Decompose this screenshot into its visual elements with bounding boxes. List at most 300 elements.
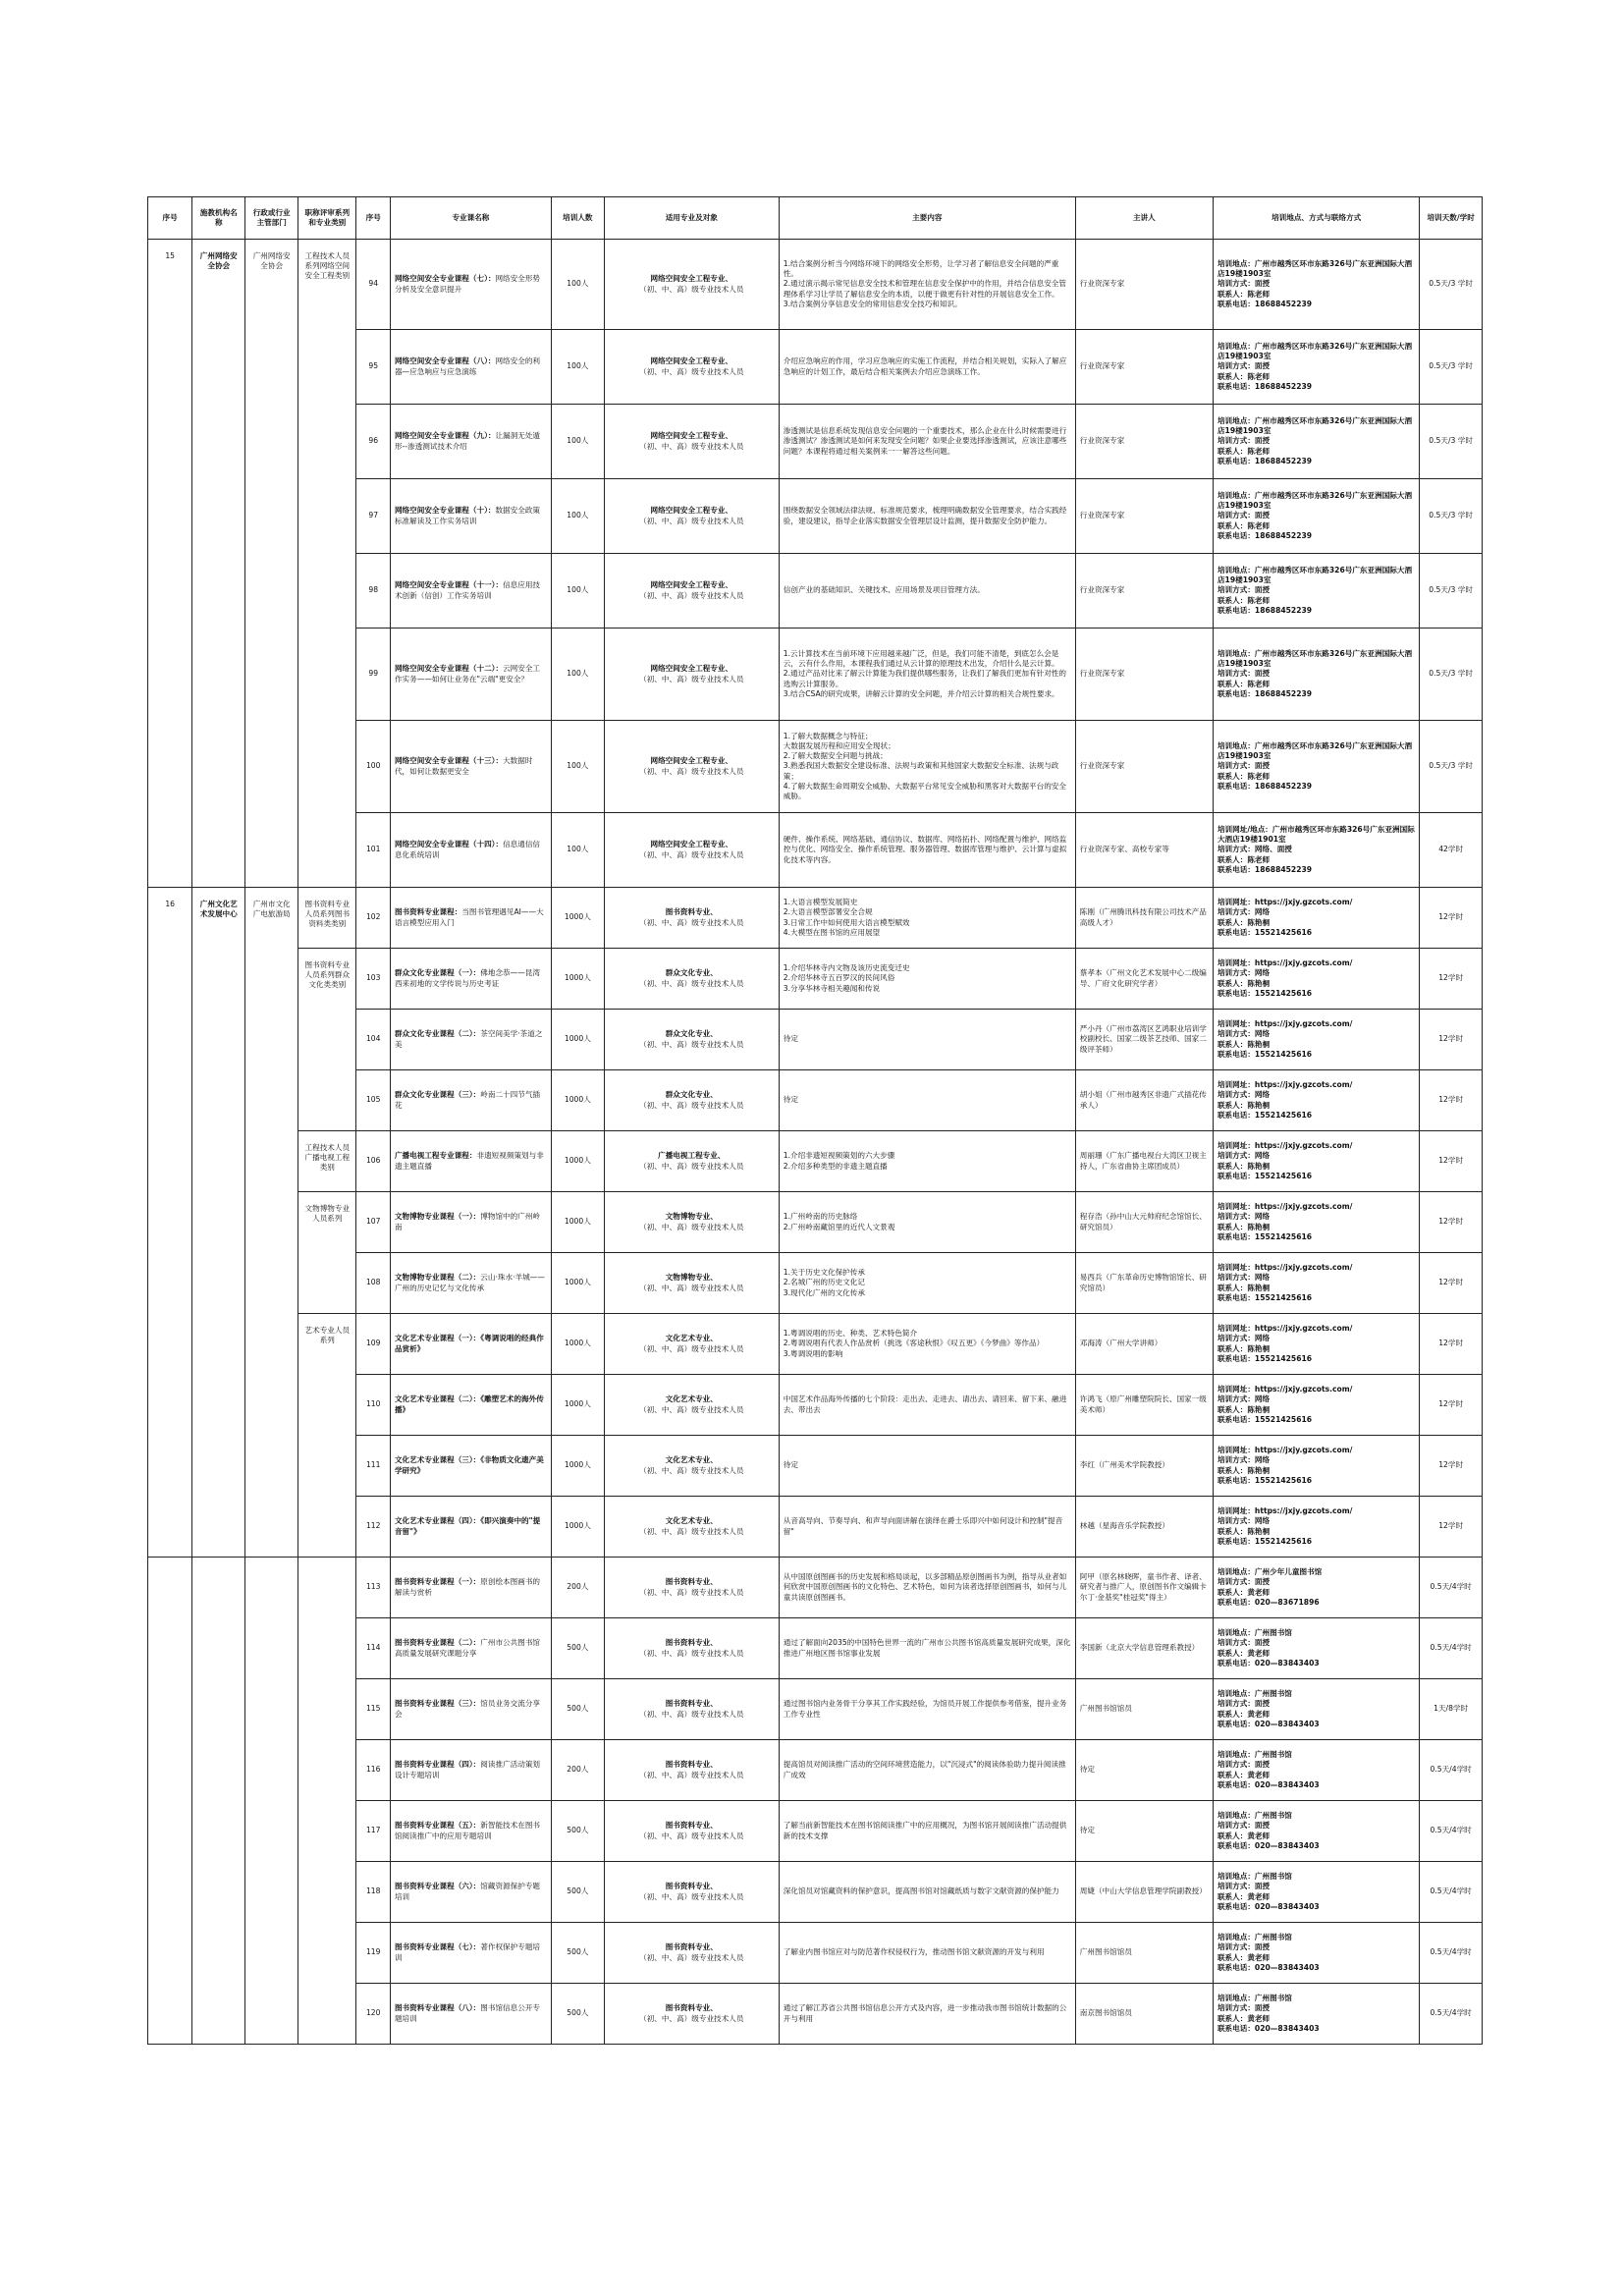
course-name-cell: [390, 405, 551, 479]
content-cell: 1.广州岭南的历史脉络 2.广州岭南藏馆里的近代人文景观: [779, 1192, 1075, 1253]
target-major: 网络空间安全工程专业、: [650, 274, 733, 284]
series-category-cell: 图书资料专业人员系列群众文化类类别: [298, 949, 356, 1131]
location-contact-cell: 培训地点：广州图书馆 培训方式：面授 联系人：黄老师 联系电话：020—83843403: [1213, 1984, 1419, 2045]
target-level: （初、中、高）级专业技术人员: [639, 674, 744, 683]
location-contact-cell: 培训网址：https://jxjy.gzcots.com/ 培训方式：网络 联系人：陈艳桐 联系电话：15521425616: [1213, 1131, 1419, 1192]
target-level: （初、中、高）级专业技术人员: [639, 441, 744, 451]
target-major: 图书资料专业、: [665, 1577, 718, 1587]
course-subtitle: 大数据时代，如何让数据更安全: [394, 756, 533, 776]
course-subtitle: 广州市公共图书馆高质量发展研究课题分享: [394, 1638, 541, 1658]
course-title: 网络空间安全专业课程（十三）：: [394, 756, 504, 766]
duration-cell: 12学时: [1420, 1497, 1483, 1558]
seq-cell: 104: [356, 1010, 391, 1070]
trainee-count-cell: 500人: [551, 1862, 604, 1923]
content-cell: 1.了解大数据概念与特征； 大数据发展历程和应用安全现状； 2.了解大数据安全问题与挑战； 3.熟悉我国大数据安全建设标准、法规与政策和其他国家大数据安全标准、法规与政策； 4.了解大数据生命周期安全威胁、大数据平台常见安全威胁和黑客对大数据平台的安全威胁。: [779, 721, 1075, 813]
course-subtitle: 当图书管理遇见AI——大语言模型应用入门: [394, 907, 544, 927]
course-name-cell: [390, 888, 551, 949]
course-subtitle: 新智能技术在图书馆阅读推广中的应用专题培训: [394, 1821, 541, 1840]
course-title: 图书资料专业课程（三）：: [394, 1699, 481, 1709]
trainee-count-cell: 1000人: [551, 1131, 604, 1192]
seq-cell: 99: [356, 629, 391, 721]
target-cell: [604, 240, 779, 330]
seq-cell: 94: [356, 240, 391, 330]
seq-cell: 100: [356, 721, 391, 813]
duration-cell: 12学时: [1420, 1436, 1483, 1497]
header-cell: 适用专业及对象: [604, 197, 779, 240]
institution-name-cell: 广州文化艺术发展中心: [192, 888, 245, 1558]
content-cell: 围绕数据安全领域法律法规、标准规范要求，梳理明确数据安全管理要求，结合实践经验，建设建议，指导企业落实数据安全管理层设计监测，提升数据安全防护能力。: [779, 479, 1075, 554]
location-contact-cell: 培训网址：https://jxjy.gzcots.com/ 培训方式：网络 联系人：陈艳桐 联系电话：15521425616: [1213, 888, 1419, 949]
duration-cell: 0.5天/4学时: [1420, 1801, 1483, 1862]
target-level: （初、中、高）级专业技术人员: [639, 516, 744, 525]
training-plan-table: [147, 196, 1483, 2045]
course-name-cell: [390, 1801, 551, 1862]
duration-cell: 0.5天/3 学时: [1420, 721, 1483, 813]
course-name-cell: [390, 1192, 551, 1253]
target-major: 网络空间安全工程专业、: [650, 431, 733, 441]
duration-cell: 12学时: [1420, 949, 1483, 1010]
course-title: 图书资料专业课程：: [394, 907, 462, 917]
seq-cell: 111: [356, 1436, 391, 1497]
location-contact-cell: 培训网址：https://jxjy.gzcots.com/ 培训方式：网络 联系人：陈艳桐 联系电话：15521425616: [1213, 1497, 1419, 1558]
target-cell: [604, 949, 779, 1010]
course-title: 文化艺术专业课程（四）：《即兴演奏中的"提音留"》: [394, 1516, 541, 1536]
target-cell: [604, 1558, 779, 1618]
course-name-cell: [390, 1253, 551, 1314]
header-cell: 行政或行业主管部门: [245, 197, 298, 240]
target-major: 网络空间安全工程专业、: [650, 664, 733, 674]
course-title: 图书资料专业课程（八）：: [394, 2003, 481, 2013]
duration-cell: 1天/8学时: [1420, 1679, 1483, 1740]
duration-cell: 0.5天/4学时: [1420, 1923, 1483, 1984]
target-cell: [604, 1192, 779, 1253]
location-contact-cell: 培训地点：广州图书馆 培训方式：面授 联系人：黄老师 联系电话：020—83843403: [1213, 1740, 1419, 1801]
course-subtitle: 云网安全工作实务——如何让业务在"云端"更安全？: [394, 664, 541, 683]
course-title: 图书资料专业课程（七）：: [394, 1942, 481, 1952]
course-title: 文化艺术专业课程（三）：《非物质文化遗产美学研究》: [394, 1455, 544, 1475]
course-subtitle: 著作权保护专题培训: [394, 1942, 541, 1962]
speaker-cell: 胡小姐（广州市越秀区非遗广式插花传承人）: [1075, 1070, 1213, 1131]
target-cell: [604, 1984, 779, 2045]
speaker-cell: 许鸿飞（原广州雕塑院院长、国家一级美术师）: [1075, 1375, 1213, 1436]
course-title: 网络空间安全专业课程（九）：: [394, 431, 496, 441]
speaker-cell: 广州图书馆馆员: [1075, 1923, 1213, 1984]
target-level: （初、中、高）级专业技术人员: [639, 1100, 744, 1110]
course-title: 图书资料专业课程（五）：: [394, 1821, 481, 1831]
target-cell: [604, 1314, 779, 1375]
target-major: 群众文化专业、: [665, 1090, 718, 1100]
trainee-count-cell: 1000人: [551, 1010, 604, 1070]
trainee-count-cell: 1000人: [551, 1253, 604, 1314]
location-contact-cell: 培训网址：https://jxjy.gzcots.com/ 培训方式：网络 联系人：陈艳桐 联系电话：15521425616: [1213, 949, 1419, 1010]
course-name-cell: [390, 1862, 551, 1923]
content-cell: 1.关于历史文化保护传承 2.名城广州的历史文化记 3.现代化广州的文化传承: [779, 1253, 1075, 1314]
content-cell: 从音高导向、节奏导向、和声导向面讲解在演绎在爵士乐即兴中如何设计和控制"提音留": [779, 1497, 1075, 1558]
location-contact-cell: 培训地点：广州图书馆 培训方式：面授 联系人：黄老师 联系电话：020—83843403: [1213, 1618, 1419, 1679]
course-subtitle: 非遗短视频策划与非遗主题直播: [394, 1151, 544, 1171]
target-cell: [604, 1862, 779, 1923]
trainee-count-cell: 100人: [551, 629, 604, 721]
speaker-cell: 周丽珊（广东广播电视台大湾区卫视主持人，广东省曲协主席团成员）: [1075, 1131, 1213, 1192]
course-title: 广播电视工程专业课程：: [394, 1151, 477, 1161]
content-cell: 通过了解面向2035的中国特色世界一流的广州市公共图书馆高质量发展研究成果，深化推进广州地区图书馆事业发展: [779, 1618, 1075, 1679]
seq-cell: 102: [356, 888, 391, 949]
trainee-count-cell: 100人: [551, 405, 604, 479]
target-level: （初、中、高）级专业技术人员: [639, 1343, 744, 1353]
header-cell: 培训天数/学时: [1420, 197, 1483, 240]
target-level: （初、中、高）级专业技术人员: [639, 1039, 744, 1049]
department-cell: [245, 1558, 298, 2045]
header-cell: 序号: [148, 197, 192, 240]
content-cell: 1.结合案例分析当今网络环境下的网络安全形势，让学习者了解信息安全问题的严重性。 2.通过演示揭示常见信息安全技术和管理在信息安全保护中的作用，并结合信息安全管理体系学习让学员了解信息安全的本质，以便于做更有针对性的开展信息安全工作。 3.结合案例分享信息安全的常用信息安全技巧和知识。: [779, 240, 1075, 330]
target-level: （初、中、高）级专业技术人员: [639, 849, 744, 859]
speaker-cell: 行业资深专家: [1075, 330, 1213, 405]
target-cell: [604, 554, 779, 629]
seq-cell: 97: [356, 479, 391, 554]
trainee-count-cell: 1000人: [551, 1436, 604, 1497]
content-cell: 1.介绍非遗短视频策划的六大步骤 2.介绍多种类型的非遗主题直播: [779, 1131, 1075, 1192]
content-cell: 了解业内图书馆应对与防范著作权侵权行为，推动图书馆文献资源的开发与利用: [779, 1923, 1075, 1984]
seq-cell: 115: [356, 1679, 391, 1740]
course-name-cell: [390, 1923, 551, 1984]
location-contact-cell: 培训地点：广州市越秀区环市东路326号广东亚洲国际大酒店19楼1903室 培训方式：面授 联系人：陈老师 联系电话：18688452239: [1213, 479, 1419, 554]
seq-cell: 96: [356, 405, 391, 479]
content-cell: 待定: [779, 1436, 1075, 1497]
course-name-cell: [390, 1558, 551, 1618]
duration-cell: 0.5天/4学时: [1420, 1862, 1483, 1923]
course-title: 群众文化专业课程（三）：: [394, 1090, 481, 1100]
target-major: 网络空间安全工程专业、: [650, 756, 733, 766]
content-cell: 通过了解江苏省公共图书馆信息公开方式及内容，进一步推动我市图书馆统计数据的公开与利用: [779, 1984, 1075, 2045]
course-name-cell: [390, 479, 551, 554]
target-level: （初、中、高）级专业技术人员: [639, 1404, 744, 1414]
target-major: 网络空间安全工程专业、: [650, 506, 733, 516]
duration-cell: 0.5天/3 学时: [1420, 629, 1483, 721]
course-title: 文化艺术专业课程（一）：《粤调说唱的经典作品赏析》: [394, 1334, 544, 1353]
speaker-cell: 南京图书馆馆员: [1075, 1984, 1213, 2045]
target-cell: [604, 888, 779, 949]
target-cell: [604, 405, 779, 479]
content-cell: 待定: [779, 1010, 1075, 1070]
target-level: （初、中、高）级专业技术人员: [639, 1526, 744, 1536]
trainee-count-cell: 200人: [551, 1740, 604, 1801]
course-subtitle: 原创绘本图画书的解读与赏析: [394, 1577, 541, 1597]
course-name-cell: [390, 1618, 551, 1679]
series-category-cell: 工程技术人员广播电视工程类别: [298, 1131, 356, 1192]
speaker-cell: 林越（星海音乐学院教授）: [1075, 1497, 1213, 1558]
course-subtitle: 信息通信信息化系统培训: [394, 840, 541, 859]
course-name-cell: [390, 1131, 551, 1192]
table-body: [148, 240, 1483, 2045]
target-level: （初、中、高）级专业技术人员: [639, 917, 744, 927]
location-contact-cell: 培训网址：https://jxjy.gzcots.com/ 培训方式：网络 联系人：陈艳桐 联系电话：15521425616: [1213, 1192, 1419, 1253]
seq-cell: 113: [356, 1558, 391, 1618]
trainee-count-cell: 500人: [551, 1801, 604, 1862]
content-cell: 中国艺术作品海外传播的七个阶段：走出去、走进去、请出去、请回来、留下来、融进去、带出去: [779, 1375, 1075, 1436]
content-cell: 1.介绍华林寺内文物及该历史流变迁史 2.介绍华林寺五百罗汉的民间风俗 3.分享华林寺相关趣闻和传说: [779, 949, 1075, 1010]
duration-cell: 12学时: [1420, 1131, 1483, 1192]
location-contact-cell: 培训地点：广州图书馆 培训方式：面授 联系人：黄老师 联系电话：020—83843403: [1213, 1679, 1419, 1740]
target-cell: [604, 721, 779, 813]
course-name-cell: [390, 240, 551, 330]
content-cell: 通过图书馆内业务骨干分享其工作实践经验，为馆员开展工作提供参考借鉴，提升业务工作专业性: [779, 1679, 1075, 1740]
institution-name-cell: 广州网络安全协会: [192, 240, 245, 888]
department-cell: 广州网络安全协会: [245, 240, 298, 888]
trainee-count-cell: 1000人: [551, 949, 604, 1010]
course-subtitle: 馆员业务交流分享会: [394, 1699, 541, 1719]
target-major: 图书资料专业、: [665, 1760, 718, 1770]
speaker-cell: 严小丹（广州市荔湾区艺鸿职业培训学校副校长、国家二级茶艺技师、国家二级评茶师）: [1075, 1010, 1213, 1070]
target-major: 网络空间安全工程专业、: [650, 840, 733, 849]
group-number-cell: 15: [148, 240, 192, 888]
course-title: 图书资料专业课程（六）：: [394, 1882, 481, 1891]
table-row: [148, 1558, 1483, 1618]
trainee-count-cell: 1000人: [551, 1070, 604, 1131]
seq-cell: 119: [356, 1923, 391, 1984]
course-name-cell: [390, 330, 551, 405]
course-subtitle: 阅读推广活动策划设计专题培训: [394, 1760, 541, 1779]
target-cell: [604, 1618, 779, 1679]
course-subtitle: 图书馆信息公开专题培训: [394, 2003, 541, 2023]
trainee-count-cell: 500人: [551, 1923, 604, 1984]
content-cell: 信创产业的基础知识、关键技术、应用场景及项目管理方法。: [779, 554, 1075, 629]
speaker-cell: 行业资深专家、高校专家等: [1075, 813, 1213, 888]
course-name-cell: [390, 1314, 551, 1375]
duration-cell: 0.5天/3 学时: [1420, 554, 1483, 629]
target-level: （初、中、高）级专业技术人员: [639, 1891, 744, 1901]
location-contact-cell: 培训地点：广州市越秀区环市东路326号广东亚洲国际大酒店19楼1903室 培训方式：面授 联系人：陈老师 联系电话：18688452239: [1213, 240, 1419, 330]
target-major: 图书资料专业、: [665, 1638, 718, 1648]
course-title: 文化艺术专业课程（二）：《雕塑艺术的海外传播》: [394, 1394, 544, 1414]
target-major: 图书资料专业、: [665, 1942, 718, 1952]
target-level: （初、中、高）级专业技术人员: [639, 1648, 744, 1658]
content-cell: 渗透测试是信息系统发现信息安全问题的一个重要技术，那么企业在什么时候需要进行渗透测试？渗透测试是如何来发现安全问题？如果企业要选择渗透测试，应该注意哪些问题？本课程将通过相关案例来一一解答这些问题。: [779, 405, 1075, 479]
location-contact-cell: 培训网址：https://jxjy.gzcots.com/ 培训方式：网络 联系人：陈艳桐 联系电话：15521425616: [1213, 1375, 1419, 1436]
course-subtitle: 博物馆中的广州岭南: [394, 1212, 541, 1231]
location-contact-cell: 培训网址：https://jxjy.gzcots.com/ 培训方式：网络 联系人：陈艳桐 联系电话：15521425616: [1213, 1436, 1419, 1497]
seq-cell: 107: [356, 1192, 391, 1253]
trainee-count-cell: 500人: [551, 1618, 604, 1679]
location-contact-cell: 培训网址/地点：广州市越秀区环市东路326号广东亚洲国际大酒店19楼1901室 培训方式：网络、面授 联系人：陈老师 联系电话：18688452239: [1213, 813, 1419, 888]
seq-cell: 116: [356, 1740, 391, 1801]
group-number-cell: 16: [148, 888, 192, 1558]
location-contact-cell: 培训地点：广州市越秀区环市东路326号广东亚洲国际大酒店19楼1903室 培训方式：面授 联系人：陈老师 联系电话：18688452239: [1213, 629, 1419, 721]
duration-cell: 12学时: [1420, 1070, 1483, 1131]
target-level: （初、中、高）级专业技术人员: [639, 590, 744, 600]
target-cell: [604, 1131, 779, 1192]
seq-cell: 117: [356, 1801, 391, 1862]
target-cell: [604, 1070, 779, 1131]
course-name-cell: [390, 1436, 551, 1497]
target-major: 图书资料专业、: [665, 1882, 718, 1891]
target-level: （初、中、高）级专业技术人员: [639, 1770, 744, 1779]
course-title: 图书资料专业课程（二）：: [394, 1638, 481, 1648]
target-major: 文化艺术专业、: [665, 1334, 718, 1343]
series-category-cell: 文物博物专业人员系列: [298, 1192, 356, 1314]
target-level: （初、中、高）级专业技术人员: [639, 1831, 744, 1840]
seq-cell: 118: [356, 1862, 391, 1923]
target-level: （初、中、高）级专业技术人员: [639, 1222, 744, 1231]
trainee-count-cell: 1000人: [551, 1314, 604, 1375]
trainee-count-cell: 100人: [551, 554, 604, 629]
table-row: [148, 949, 1483, 1010]
target-level: （初、中、高）级专业技术人员: [639, 1709, 744, 1719]
series-category-cell: 图书资料专业人员系列图书资料类类别: [298, 888, 356, 949]
course-name-cell: [390, 629, 551, 721]
target-major: 群众文化专业、: [665, 968, 718, 978]
target-cell: [604, 813, 779, 888]
seq-cell: 108: [356, 1253, 391, 1314]
duration-cell: 12学时: [1420, 1253, 1483, 1314]
trainee-count-cell: 500人: [551, 1679, 604, 1740]
duration-cell: 0.5天/3 学时: [1420, 240, 1483, 330]
target-cell: [604, 1010, 779, 1070]
speaker-cell: 行业资深专家: [1075, 240, 1213, 330]
content-cell: 深化馆员对馆藏资料的保护意识，提高图书馆对馆藏纸质与数字文献资源的保护能力: [779, 1862, 1075, 1923]
target-major: 文物博物专业、: [665, 1273, 718, 1283]
duration-cell: 0.5天/3 学时: [1420, 479, 1483, 554]
trainee-count-cell: 100人: [551, 240, 604, 330]
course-title: 网络空间安全专业课程（十一）：: [394, 580, 504, 590]
trainee-count-cell: 1000人: [551, 1497, 604, 1558]
seq-cell: 112: [356, 1497, 391, 1558]
speaker-cell: 行业资深专家: [1075, 405, 1213, 479]
course-title: 图书资料专业课程（一）：: [394, 1577, 481, 1587]
location-contact-cell: 培训地点：广州市越秀区环市东路326号广东亚洲国际大酒店19楼1903室 培训方式：面授 联系人：陈老师 联系电话：18688452239: [1213, 330, 1419, 405]
course-subtitle: 佛地念恭——昆湾西来初地的文学传说与历史考证: [394, 968, 541, 988]
location-contact-cell: 培训地点：广州市越秀区环市东路326号广东亚洲国际大酒店19楼1903室 培训方式：面授 联系人：陈老师 联系电话：18688452239: [1213, 554, 1419, 629]
content-cell: 从中国原创图画书的历史发展和格局谈起，以多部精品原创图画书为例，指导从业者如何欣赏中国原创图画书的文化特色、艺术特色，如何为读者选择原创图画书，如何与儿童共读原创图画书。: [779, 1558, 1075, 1618]
course-title: 群众文化专业课程（一）：: [394, 968, 481, 978]
course-name-cell: [390, 1497, 551, 1558]
target-cell: [604, 1679, 779, 1740]
target-cell: [604, 629, 779, 721]
location-contact-cell: 培训网址：https://jxjy.gzcots.com/ 培训方式：网络 联系人：陈艳桐 联系电话：15521425616: [1213, 1070, 1419, 1131]
table-row: [148, 1131, 1483, 1192]
target-level: （初、中、高）级专业技术人员: [639, 284, 744, 294]
course-title: 网络空间安全专业课程（十四）：: [394, 840, 504, 849]
speaker-cell: 李红（广州美术学院教授）: [1075, 1436, 1213, 1497]
target-major: 文化艺术专业、: [665, 1516, 718, 1526]
duration-cell: 42学时: [1420, 813, 1483, 888]
target-level: （初、中、高）级专业技术人员: [639, 1587, 744, 1597]
target-major: 文化艺术专业、: [665, 1394, 718, 1404]
location-contact-cell: 培训网址：https://jxjy.gzcots.com/ 培训方式：网络 联系人：陈艳桐 联系电话：15521425616: [1213, 1314, 1419, 1375]
seq-cell: 95: [356, 330, 391, 405]
target-major: 群众文化专业、: [665, 1029, 718, 1039]
location-contact-cell: 培训地点：广州图书馆 培训方式：面授 联系人：黄老师 联系电话：020—83843403: [1213, 1862, 1419, 1923]
seq-cell: 110: [356, 1375, 391, 1436]
location-contact-cell: 培训网址：https://jxjy.gzcots.com/ 培训方式：网络 联系人：陈艳桐 联系电话：15521425616: [1213, 1253, 1419, 1314]
duration-cell: 12学时: [1420, 1375, 1483, 1436]
header-cell: 主要内容: [779, 197, 1075, 240]
speaker-cell: 行业资深专家: [1075, 629, 1213, 721]
course-title: 网络空间安全专业课程（十二）：: [394, 664, 504, 674]
target-level: （初、中、高）级专业技术人员: [639, 766, 744, 776]
target-cell: [604, 1740, 779, 1801]
target-level: （初、中、高）级专业技术人员: [639, 1465, 744, 1475]
content-cell: 待定: [779, 1070, 1075, 1131]
content-cell: 1.粤调说唱的历史、种类、艺术特色简介 2.粤调说唱有代表人作品赏析（挑选《客途秋恨》《叹五更》《今梦曲》等作品） 3.粤调说唱的影响: [779, 1314, 1075, 1375]
course-title: 图书资料专业课程（四）：: [394, 1760, 481, 1770]
course-name-cell: [390, 1070, 551, 1131]
header-cell: 职称评审系列和专业类别: [298, 197, 356, 240]
seq-cell: 101: [356, 813, 391, 888]
target-cell: [604, 330, 779, 405]
duration-cell: 0.5天/3 学时: [1420, 405, 1483, 479]
course-subtitle: 网络安全的利器—应急响应与应急演练: [394, 356, 541, 376]
speaker-cell: 周婕（中山大学信息管理学院副教授）: [1075, 1862, 1213, 1923]
target-cell: [604, 1497, 779, 1558]
duration-cell: 12学时: [1420, 888, 1483, 949]
target-major: 网络空间安全工程专业、: [650, 356, 733, 366]
content-cell: 介绍应急响应的作用，学习应急响应的实施工作流程，并结合相关规划，实际入了解应急响应的计划工作，最后结合相关案例去介绍应急演练工作。: [779, 330, 1075, 405]
course-subtitle: 云山·珠水·羊城——广州的历史记忆与文化传承: [394, 1273, 545, 1292]
course-subtitle: 茶空间美学·茶道之美: [394, 1029, 543, 1049]
target-major: 文化艺术专业、: [665, 1455, 718, 1465]
speaker-cell: 待定: [1075, 1740, 1213, 1801]
speaker-cell: 蔡孝本（广州文化艺术发展中心二级编导、广府文化研究学者）: [1075, 949, 1213, 1010]
speaker-cell: 行业资深专家: [1075, 479, 1213, 554]
target-major: 广播电视工程专业、: [658, 1151, 726, 1161]
seq-cell: 103: [356, 949, 391, 1010]
course-name-cell: [390, 721, 551, 813]
table-row: [148, 1314, 1483, 1375]
trainee-count-cell: 500人: [551, 1984, 604, 2045]
course-title: 网络空间安全专业课程（十）：: [394, 506, 496, 516]
target-cell: [604, 1253, 779, 1314]
target-level: （初、中、高）级专业技术人员: [639, 2013, 744, 2023]
institution-name-cell: [192, 1558, 245, 2045]
series-category-cell: 工程技术人员系列网络空间安全工程类别: [298, 240, 356, 888]
duration-cell: 0.5天/4学时: [1420, 1740, 1483, 1801]
seq-cell: 98: [356, 554, 391, 629]
course-title: 网络空间安全专业课程（八）：: [394, 356, 496, 366]
seq-cell: 114: [356, 1618, 391, 1679]
group-number-cell: [148, 1558, 192, 2045]
trainee-count-cell: 100人: [551, 330, 604, 405]
speaker-cell: 陈刚（广州腾讯科技有限公司技术产品高级人才）: [1075, 888, 1213, 949]
speaker-cell: 广州图书馆馆员: [1075, 1679, 1213, 1740]
course-subtitle: 信息应用技术创新（信创）工作实务培训: [394, 580, 541, 600]
location-contact-cell: 培训地点：广州少年儿童图书馆 培训方式：面授 联系人：黄老师 联系电话：020—83671896: [1213, 1558, 1419, 1618]
speaker-cell: 待定: [1075, 1801, 1213, 1862]
trainee-count-cell: 1000人: [551, 1375, 604, 1436]
trainee-count-cell: 1000人: [551, 1192, 604, 1253]
content-cell: 提高馆员对阅读推广活动的空间环境营造能力，以"沉浸式"的阅读体验助力提升阅读推广成效: [779, 1740, 1075, 1801]
header-cell: 专业课名称: [390, 197, 551, 240]
trainee-count-cell: 100人: [551, 721, 604, 813]
trainee-count-cell: 1000人: [551, 888, 604, 949]
speaker-cell: 易西兵（广东革命历史博物馆馆长、研究馆员）: [1075, 1253, 1213, 1314]
course-title: 文物博物专业课程（一）：: [394, 1212, 481, 1222]
duration-cell: 0.5天/4学时: [1420, 1558, 1483, 1618]
target-level: （初、中、高）级专业技术人员: [639, 978, 744, 988]
duration-cell: 0.5天/4学时: [1420, 1984, 1483, 2045]
table-header-row: [148, 197, 1483, 240]
speaker-cell: 行业资深专家: [1075, 554, 1213, 629]
content-cell: 了解当前新智能技术在图书馆阅读推广中的应用概况，为图书馆开展阅读推广活动提供新的技术支撑: [779, 1801, 1075, 1862]
location-contact-cell: 培训网址：https://jxjy.gzcots.com/ 培训方式：网络 联系人：陈艳桐 联系电话：15521425616: [1213, 1010, 1419, 1070]
trainee-count-cell: 200人: [551, 1558, 604, 1618]
course-name-cell: [390, 1375, 551, 1436]
trainee-count-cell: 100人: [551, 479, 604, 554]
header-cell: 主讲人: [1075, 197, 1213, 240]
duration-cell: 12学时: [1420, 1010, 1483, 1070]
header-cell: 序号: [356, 197, 391, 240]
course-subtitle: 数据安全政策标准解读及工作实务培训: [394, 506, 541, 525]
table-row: [148, 240, 1483, 330]
